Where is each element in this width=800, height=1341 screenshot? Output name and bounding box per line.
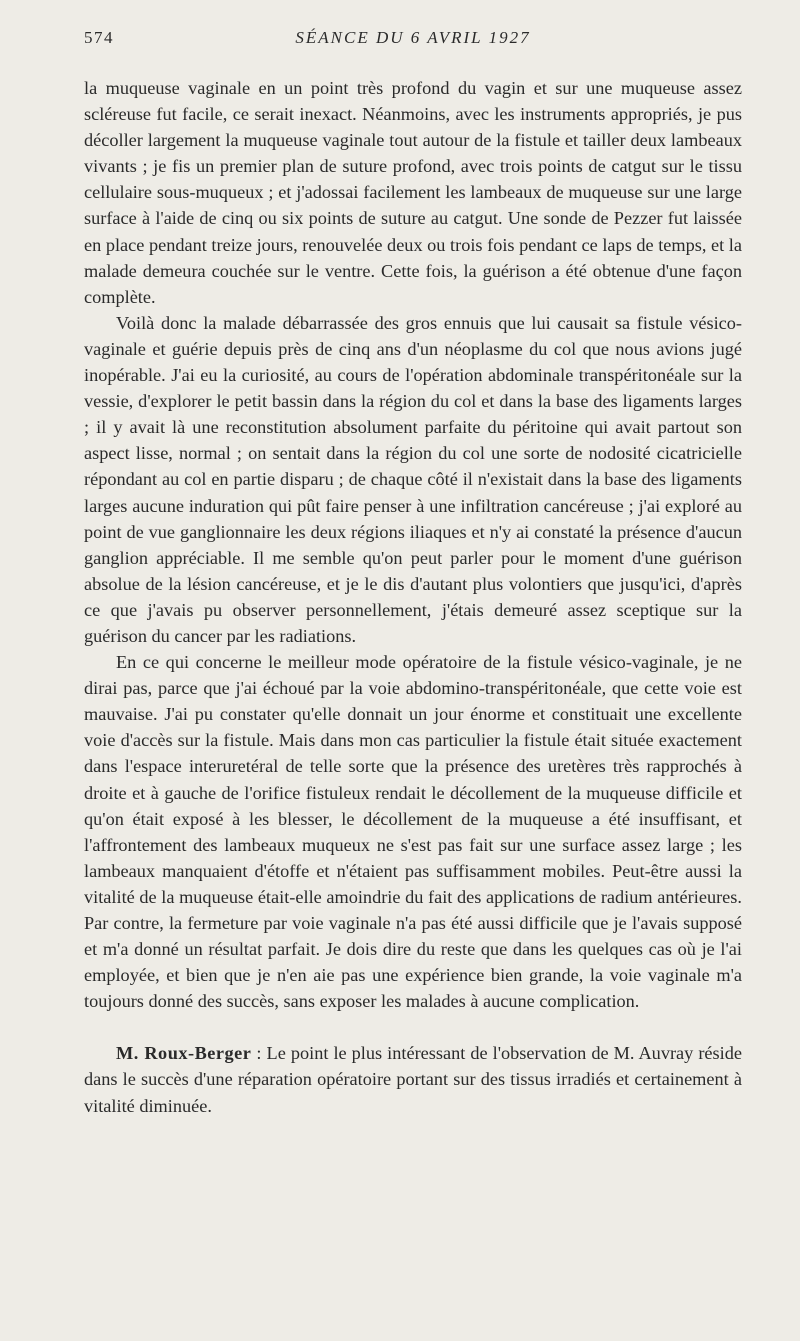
paragraph-operative-mode: En ce qui concerne le meilleur mode opératoire de la fistule vésico-vaginale, je ne dirai pas, parce que j'ai échoué par la voie abdomino-transpéritonéale, que cette voie est mauvaise. J'ai pu constater qu'elle donnait un jour énorme et constituait une excellente voie d'accès sur la fistule. Mais dans mon cas particulier la fistule était située exactement dans l'espace interuretéral de telle sorte que la présence des uretères très rapprochés à droite et à gauche de l'orifice fistuleux rendait le décollement de la muqueuse difficile et qu'on était exposé à les blesser, le décollement de la muqueuse a été insuffisant, et l'affrontement des lambeaux muqueux ne s'est pas fait sur une surface assez large ; les lambeaux manquaient d'étoffe et n'étaient pas suffisamment mobiles. Peut-être aussi la vitalité de la muqueuse était-elle amoindrie du fait des applications de radium antérieures. Par contre, la fermeture par voie vaginale n'a pas été aussi difficile que je l'avais supposé et m'a donné un résultat parfait. Je dois dire du reste que dans les quelques cas où je l'ai employée, et bien que je n'en aie pas une expérience bien grande, la voie vaginale m'a toujours donné des succès, sans exposer les malades à aucune complication. [84, 652, 742, 1012]
paragraph-continuation: la muqueuse vaginale en un point très profond du vagin et sur une muqueuse assez scléreuse fut facile, ce serait inexact. Néanmoins, avec les instruments appropriés, je pus décoller largement la muqueuse vaginale tout autour de la fistule et tailler deux lambeaux vivants ; je fis un premier plan de suture profond, avec trois points de catgut sur le tissu cellulaire sous-muqueux ; et j'adossai facilement les lambeaux de muqueuse sur une large surface à l'aide de cinq ou six points de suture au catgut. Une sonde de Pezzer fut laissée en place pendant treize jours, renouvelée deux ou trois fois pendant ce laps de temps, et la malade demeura couchée sur le ventre. Cette fois, la guérison a été obtenue d'une façon complète. [84, 78, 742, 307]
paragraph-outcome: Voilà donc la malade débarrassée des gros ennuis que lui causait sa fistule vésico-vaginale et guérie depuis près de cinq ans d'un néoplasme du col que nous avions jugé inopérable. J'ai eu la curiosité, au cours de l'opération abdominale transpéritonéale sur la vessie, d'explorer le petit bassin dans la région du col et dans la base des ligaments larges ; il y avait là une reconstitution absolument parfaite du péritoine qui avait partout son aspect lisse, normal ; on sentait dans la région du col une sorte de nodosité cicatricielle répondant au col en partie disparu ; de chaque côté il n'existait dans la base des ligaments larges aucune induration qui pût faire penser à une infiltration cancéreuse ; j'ai exploré au point de vue ganglionnaire les deux régions iliaques et n'y ai constaté la présence d'aucun ganglion appréciable. Il me semble qu'on peut parler pour le moment d'une guérison absolue de la lésion cancéreuse, et je le dis d'autant plus volontiers que jusqu'ici, d'après ce que j'avais pu observer personnellement, j'étais demeuré assez sceptique sur la guérison du cancer par les radiations. [84, 312, 742, 646]
page-number: 574 [84, 28, 114, 47]
intervention-paragraph [84, 1040, 742, 1118]
running-head [84, 28, 742, 54]
speaker-name: M. Roux-Berger [116, 1043, 252, 1064]
body-text [84, 75, 742, 1119]
session-title: SÉANCE DU 6 AVRIL 1927 [295, 28, 531, 47]
intervention-text: : Le point le plus intéressant de l'observation de M. Auvray réside dans le succès d'une réparation opératoire portant sur des tissus irradiés et certainement à vitalité diminuée. [84, 1043, 742, 1116]
